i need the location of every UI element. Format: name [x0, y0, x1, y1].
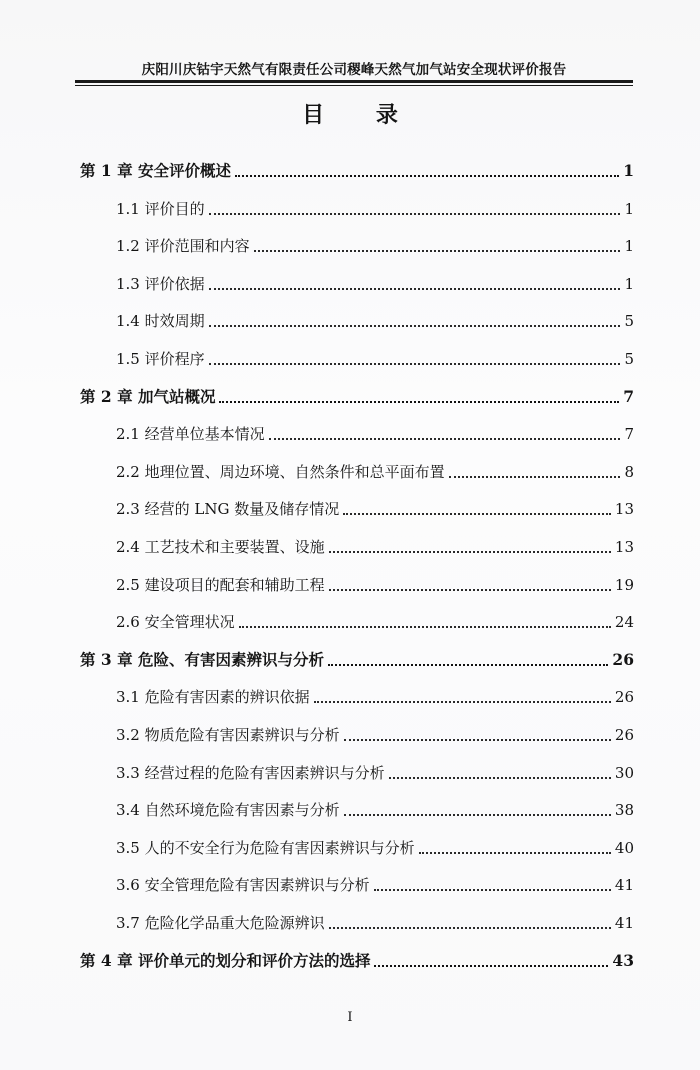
toc-entry-page: 41	[614, 876, 634, 895]
toc-dot-leader	[314, 701, 611, 703]
header-rule-thick	[75, 80, 633, 83]
toc-entry-label: 1.1 评价目的	[116, 199, 205, 218]
toc-section-entry[interactable]	[116, 421, 634, 445]
toc-section-entry[interactable]	[116, 722, 634, 746]
toc-entry-page: 1	[624, 237, 634, 256]
page-number: I	[347, 1010, 353, 1025]
toc-entry-label: 第 2 章 加气站概况	[80, 386, 216, 406]
toc-entry-page: 41	[614, 914, 634, 932]
toc-entry-label: 2.2 地理位置、周边环境、自然条件和总平面布置	[116, 462, 445, 481]
toc-entry-label: 1.5 评价程序	[116, 350, 205, 368]
toc-dot-leader	[344, 814, 611, 816]
toc-section-entry[interactable]	[116, 760, 634, 784]
toc-section-entry[interactable]	[116, 910, 634, 934]
toc-section-entry[interactable]	[116, 609, 634, 633]
toc-section-entry[interactable]	[116, 196, 634, 220]
toc-entry-label: 第 3 章 危险、有害因素辨识与分析	[80, 649, 324, 669]
toc-entry-label: 1.4 时效周期	[116, 312, 205, 331]
toc-dot-leader	[329, 551, 611, 553]
toc-entry-page: 19	[614, 575, 634, 594]
toc-section-entry[interactable]	[116, 684, 634, 708]
toc-chapter-entry[interactable]	[80, 948, 634, 972]
toc-entry-page: 24	[614, 613, 634, 632]
toc-title: 目 录	[302, 102, 420, 128]
toc-entry-page: 8	[624, 462, 634, 481]
toc-section-entry[interactable]	[116, 534, 634, 558]
toc-dot-leader	[389, 777, 611, 779]
toc-entry-label: 第 1 章 安全评价概述	[80, 161, 231, 180]
toc-entry-page: 26	[614, 726, 634, 744]
toc-entry-page: 5	[624, 312, 634, 331]
toc-dot-leader	[209, 325, 621, 327]
toc-entry-page: 13	[614, 538, 634, 556]
toc-entry-page: 40	[614, 838, 634, 857]
toc-section-entry[interactable]	[116, 872, 634, 896]
toc-dot-leader	[235, 175, 619, 177]
toc-section-entry[interactable]	[116, 346, 634, 370]
toc-entry-label: 3.3 经营过程的危险有害因素辨识与分析	[116, 763, 385, 782]
toc-entry-label: 1.3 评价依据	[116, 274, 205, 293]
toc-entry-page: 1	[624, 199, 634, 218]
toc-entry-label: 2.1 经营单位基本情况	[116, 425, 265, 444]
toc-dot-leader	[219, 401, 619, 403]
toc-entry-label: 3.5 人的不安全行为危险有害因素辨识与分析	[116, 838, 415, 857]
toc-dot-leader	[254, 250, 621, 252]
toc-entry-page: 13	[614, 500, 634, 519]
toc-dot-leader	[329, 927, 611, 929]
toc-section-entry[interactable]	[116, 797, 634, 821]
toc-entry-page: 7	[624, 425, 634, 444]
toc-dot-leader	[328, 664, 608, 666]
toc-entry-page: 30	[614, 763, 634, 782]
toc-section-entry[interactable]	[116, 572, 634, 596]
toc-dot-leader	[374, 889, 611, 891]
toc-entry-page: 1	[624, 274, 634, 293]
toc-section-entry[interactable]	[116, 271, 634, 295]
toc-entry-label: 1.2 评价范围和内容	[116, 237, 250, 256]
toc-entry-page: 38	[614, 801, 634, 820]
toc-chapter-entry[interactable]	[80, 158, 634, 182]
toc-dot-leader	[209, 363, 621, 365]
toc-dot-leader	[239, 626, 611, 628]
toc-entry-label: 2.4 工艺技术和主要装置、设施	[116, 538, 325, 556]
toc-entry-label: 3.4 自然环境危险有害因素与分析	[116, 801, 340, 820]
toc-chapter-entry[interactable]	[80, 384, 634, 408]
toc-entry-label: 3.6 安全管理危险有害因素辨识与分析	[116, 876, 370, 895]
toc-dot-leader	[374, 965, 608, 967]
toc-dot-leader	[329, 589, 611, 591]
toc-entry-page: 5	[624, 350, 634, 368]
toc-dot-leader	[419, 852, 611, 854]
toc-dot-leader	[449, 476, 621, 478]
toc-dot-leader	[269, 438, 621, 440]
toc-dot-leader	[344, 739, 611, 741]
toc-entry-label: 2.5 建设项目的配套和辅助工程	[116, 575, 325, 594]
running-header: 庆阳川庆钴宇天然气有限责任公司稷峰天然气加气站安全现状评价报告	[141, 62, 567, 78]
toc-entry-page: 26	[614, 688, 634, 707]
toc-dot-leader	[209, 288, 621, 290]
toc-dot-leader	[343, 513, 611, 515]
toc-entry-label: 2.3 经营的 LNG 数量及储存情况	[116, 500, 340, 519]
toc-section-entry[interactable]	[116, 459, 634, 483]
toc-entry-page: 26	[612, 649, 634, 669]
toc-entry-label: 3.7 危险化学品重大危险源辨识	[116, 914, 325, 932]
toc-chapter-entry[interactable]	[80, 647, 634, 671]
toc-section-entry[interactable]	[116, 308, 634, 332]
header-rule-thin	[75, 85, 633, 86]
toc-section-entry[interactable]	[116, 835, 634, 859]
toc-section-entry[interactable]	[116, 233, 634, 257]
toc-entry-label: 2.6 安全管理状况	[116, 613, 235, 632]
toc-entry-page: 43	[612, 950, 634, 970]
toc-entry-label: 3.1 危险有害因素的辨识依据	[116, 688, 310, 707]
toc-entry-label: 3.2 物质危险有害因素辨识与分析	[116, 726, 340, 744]
toc-entry-page: 7	[623, 386, 634, 406]
toc-dot-leader	[209, 213, 621, 215]
toc-section-entry[interactable]	[116, 496, 634, 520]
toc-entry-label: 第 4 章 评价单元的划分和评价方法的选择	[80, 950, 371, 970]
toc-entry-page: 1	[623, 161, 634, 180]
